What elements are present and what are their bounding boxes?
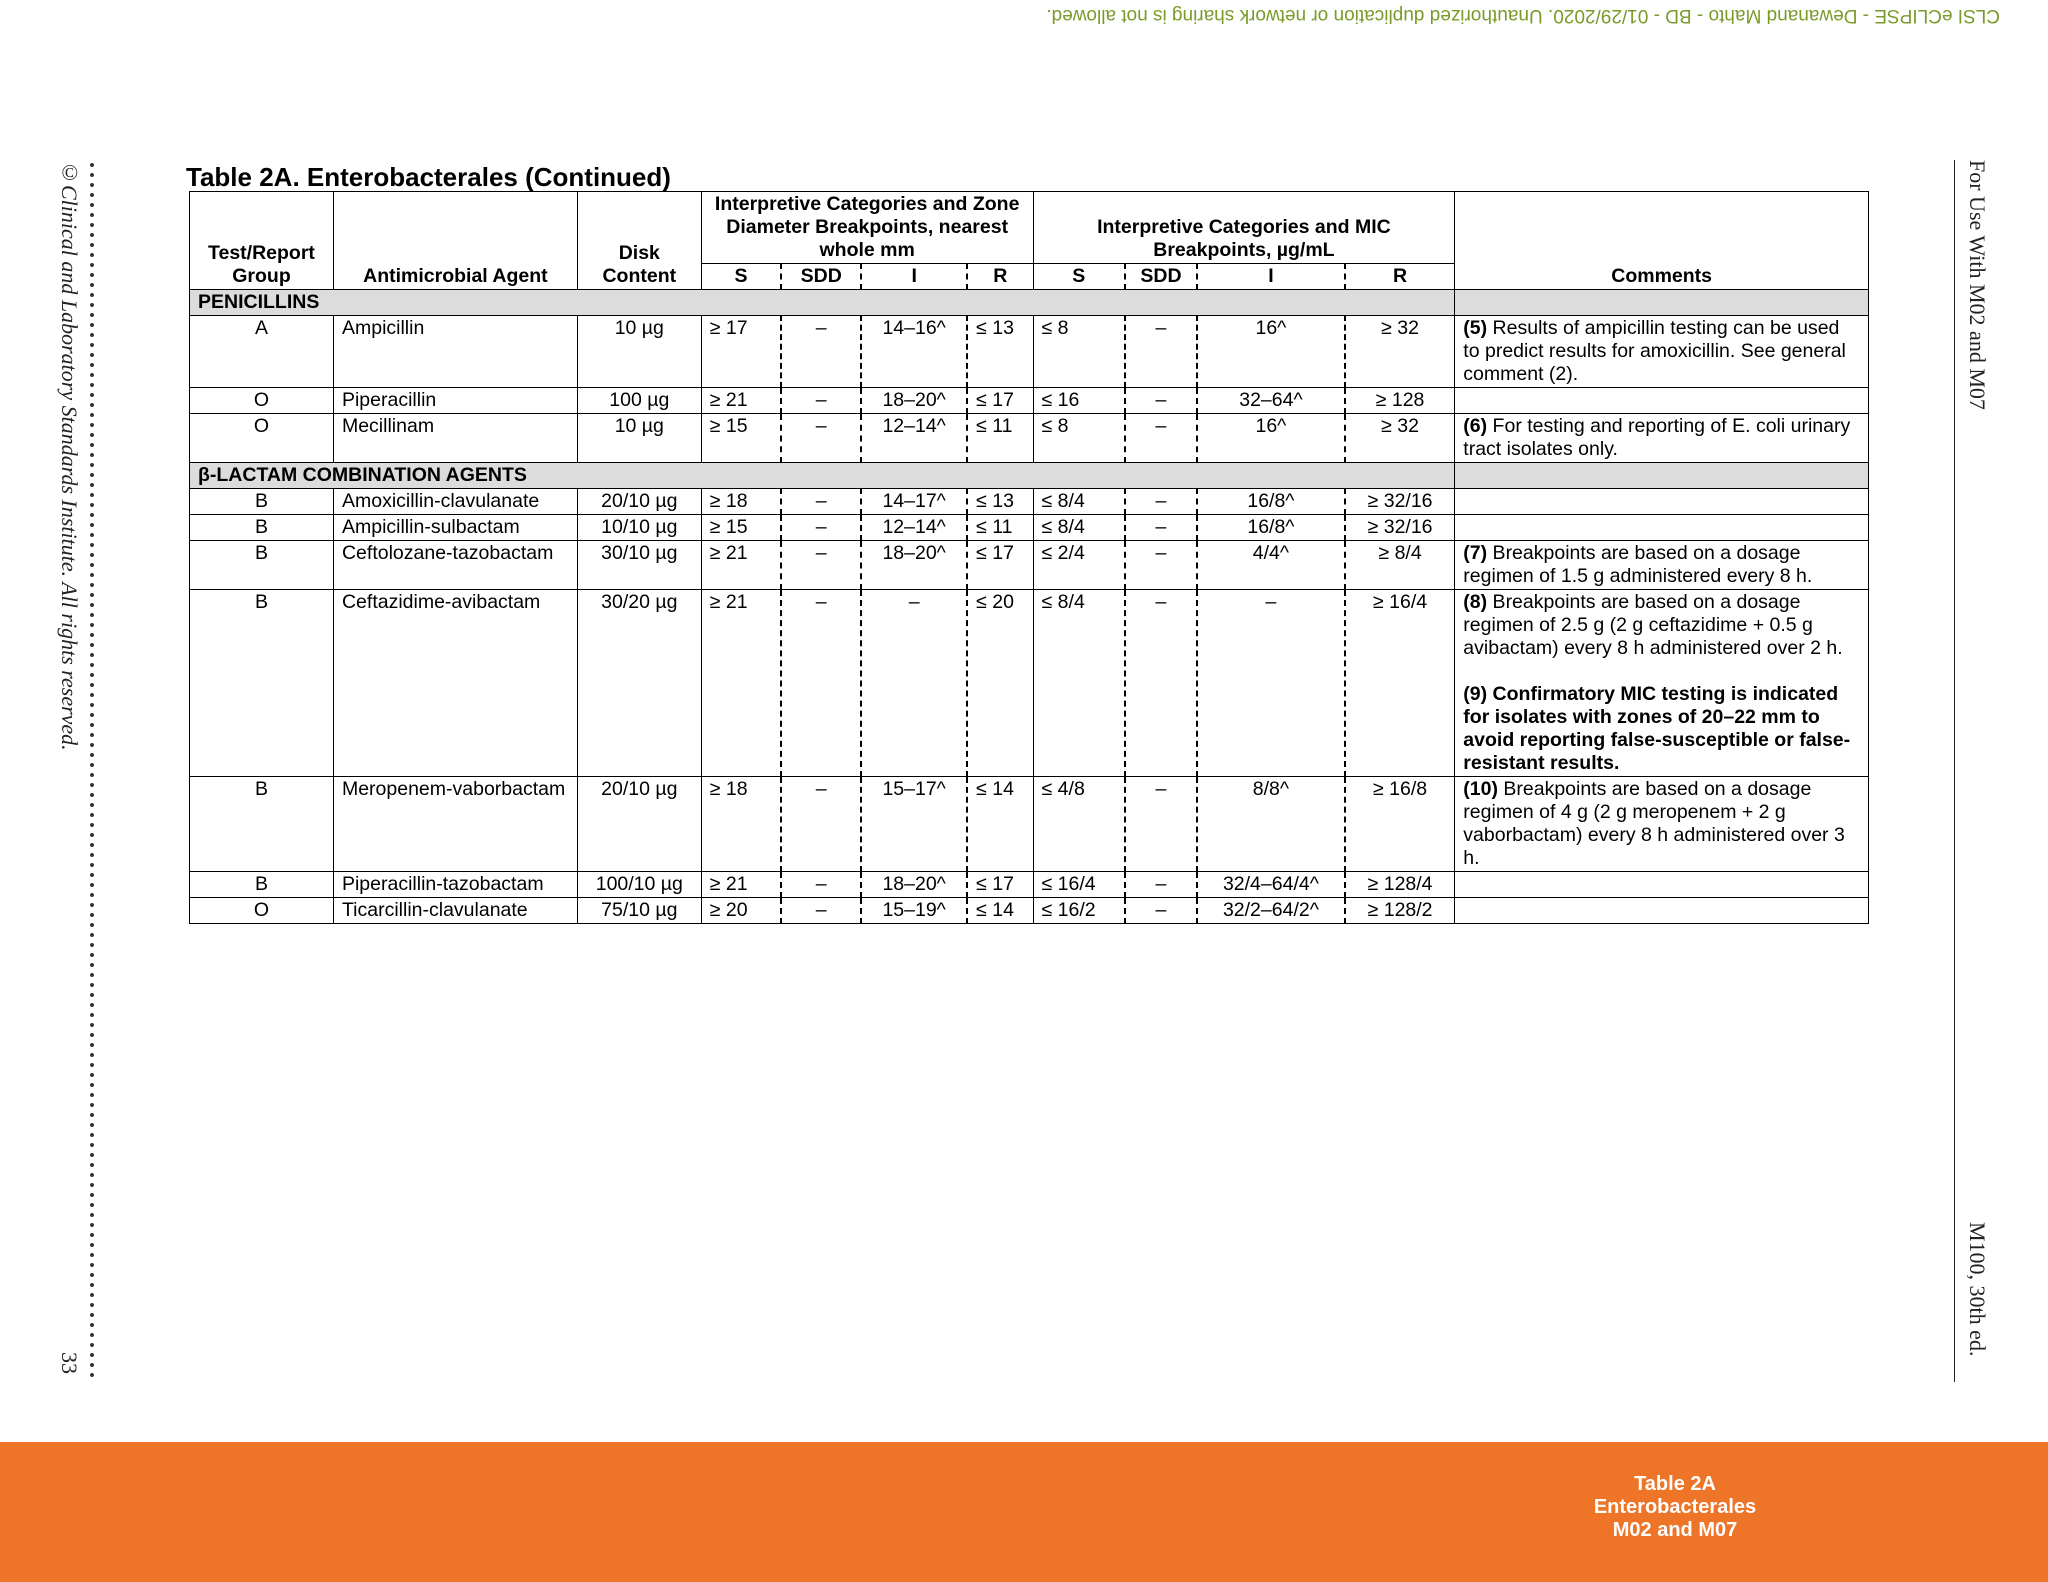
cell-mi: 16/8^ — [1197, 489, 1345, 515]
cell-zr: ≤ 17 — [967, 872, 1033, 898]
table-row — [190, 872, 1869, 898]
cell-zsdd: – — [781, 489, 861, 515]
header-agent: Antimicrobial Agent — [333, 192, 577, 290]
cell-agent: Ceftazidime-avibactam — [333, 590, 577, 777]
comment-text: For testing and reporting of E. coli urinary tract isolates only. — [1463, 415, 1851, 460]
section-header-row — [190, 290, 1869, 316]
cell-msdd: – — [1125, 414, 1197, 463]
cell-zi: 14–17^ — [861, 489, 967, 515]
cell-zi: 15–19^ — [861, 898, 967, 924]
cell-zs: ≥ 17 — [701, 316, 781, 388]
cell-zi: 18–20^ — [861, 388, 967, 414]
header-mic-r: R — [1345, 264, 1455, 290]
cell-agent: Piperacillin — [333, 388, 577, 414]
document-edition: M100, 30th ed. — [1965, 1222, 1990, 1357]
cell-msdd: – — [1125, 898, 1197, 924]
cell-group: O — [190, 388, 334, 414]
cell-mi: 16/8^ — [1197, 515, 1345, 541]
cell-group: B — [190, 777, 334, 872]
cell-agent: Amoxicillin-clavulanate — [333, 489, 577, 515]
cell-disk: 30/20 µg — [577, 590, 701, 777]
cell-mr: ≥ 8/4 — [1345, 541, 1455, 590]
cell-ms: ≤ 16/4 — [1033, 872, 1125, 898]
cell-msdd: – — [1125, 872, 1197, 898]
cell-zsdd: – — [781, 414, 861, 463]
cell-group: B — [190, 590, 334, 777]
table-row — [190, 590, 1869, 777]
cell-comment — [1455, 515, 1869, 541]
cell-comment — [1455, 489, 1869, 515]
dotted-margin-rule — [86, 160, 98, 1382]
cell-mi: 16^ — [1197, 414, 1345, 463]
cell-mi: 32/2–64/2^ — [1197, 898, 1345, 924]
cell-disk: 20/10 µg — [577, 489, 701, 515]
cell-zsdd: – — [781, 515, 861, 541]
cell-comment — [1455, 541, 1869, 590]
cell-zs: ≥ 15 — [701, 414, 781, 463]
cell-mr: ≥ 128/2 — [1345, 898, 1455, 924]
cell-zr: ≤ 13 — [967, 316, 1033, 388]
cell-group: B — [190, 872, 334, 898]
cell-zsdd: – — [781, 590, 861, 777]
footer-line-2: Enterobacterales — [1593, 1496, 1757, 1518]
cell-mi: 4/4^ — [1197, 541, 1345, 590]
cell-disk: 100/10 µg — [577, 872, 701, 898]
cell-zr: ≤ 17 — [967, 541, 1033, 590]
usage-note: For Use With M02 and M07 — [1965, 160, 1990, 410]
cell-msdd: – — [1125, 316, 1197, 388]
table-row — [190, 777, 1869, 872]
cell-group: A — [190, 316, 334, 388]
cell-zsdd: – — [781, 388, 861, 414]
cell-mr: ≥ 32/16 — [1345, 515, 1455, 541]
cell-zi: 12–14^ — [861, 414, 967, 463]
cell-zs: ≥ 21 — [701, 872, 781, 898]
breakpoint-table — [189, 191, 1869, 924]
cell-msdd: – — [1125, 590, 1197, 777]
cell-zs: ≥ 18 — [701, 777, 781, 872]
cell-mr: ≥ 16/4 — [1345, 590, 1455, 777]
comment-number: (5) — [1463, 317, 1488, 339]
cell-comment — [1455, 388, 1869, 414]
header-comments: Comments — [1455, 192, 1869, 290]
cell-agent: Ampicillin — [333, 316, 577, 388]
cell-zs: ≥ 15 — [701, 515, 781, 541]
comment-text: Breakpoints are based on a dosage regimen of 2.5 g (2 g ceftazidime + 0.5 g avibactam) every 8 h administered over 2 h. — [1463, 591, 1843, 659]
footer-line-1: Table 2A — [1634, 1473, 1716, 1495]
header-zone-i: I — [861, 264, 967, 290]
cell-zr: ≤ 14 — [967, 777, 1033, 872]
table-row — [190, 898, 1869, 924]
footer-line-3: M02 and M07 — [1612, 1519, 1738, 1541]
cell-ms: ≤ 16 — [1033, 388, 1125, 414]
table-body — [190, 290, 1869, 924]
cell-comment — [1455, 898, 1869, 924]
cell-zr: ≤ 20 — [967, 590, 1033, 777]
cell-msdd: – — [1125, 777, 1197, 872]
cell-zs: ≥ 21 — [701, 590, 781, 777]
cell-mr: ≥ 128/4 — [1345, 872, 1455, 898]
table-row — [190, 515, 1869, 541]
cell-mi: 16^ — [1197, 316, 1345, 388]
cell-zi: – — [861, 590, 967, 777]
cell-ms: ≤ 8/4 — [1033, 515, 1125, 541]
cell-comment — [1455, 590, 1869, 777]
comment-text: Results of ampicillin testing can be used to predict results for amoxicillin. See general comment (2). — [1463, 317, 1846, 385]
cell-mi: 32–64^ — [1197, 388, 1345, 414]
table-row — [190, 489, 1869, 515]
watermark-banner: CLSI eCLIPSE - Dewanand Mahto - BD - 01/29/2020. Unauthorized duplication or network sharing is not allowed. — [1046, 5, 2000, 26]
cell-disk: 100 µg — [577, 388, 701, 414]
cell-zi: 15–17^ — [861, 777, 967, 872]
cell-zsdd: – — [781, 872, 861, 898]
table-row — [190, 388, 1869, 414]
header-mic: Interpretive Categories and MIC Breakpoints, µg/mL — [1033, 192, 1455, 264]
table-title: Table 2A. Enterobacterales (Continued) — [186, 162, 671, 192]
cell-comment — [1455, 872, 1869, 898]
cell-agent: Ticarcillin-clavulanate — [333, 898, 577, 924]
cell-disk: 10 µg — [577, 414, 701, 463]
cell-zr: ≤ 11 — [967, 414, 1033, 463]
section-title: β-LACTAM COMBINATION AGENTS — [190, 463, 1455, 489]
cell-zi: 12–14^ — [861, 515, 967, 541]
table-row — [190, 414, 1869, 463]
section-header-row — [190, 463, 1869, 489]
cell-mi: 8/8^ — [1197, 777, 1345, 872]
cell-mr: ≥ 32 — [1345, 316, 1455, 388]
cell-group: O — [190, 898, 334, 924]
header-zone-r: R — [967, 264, 1033, 290]
table-row — [190, 316, 1869, 388]
cell-comment — [1455, 414, 1869, 463]
cell-mr: ≥ 32 — [1345, 414, 1455, 463]
cell-zi: 18–20^ — [861, 541, 967, 590]
cell-ms: ≤ 8/4 — [1033, 489, 1125, 515]
comment-number: (6) — [1463, 415, 1488, 437]
comment-number: (8) — [1463, 591, 1488, 613]
cell-disk: 10/10 µg — [577, 515, 701, 541]
cell-zs: ≥ 21 — [701, 388, 781, 414]
cell-mi: 32/4–64/4^ — [1197, 872, 1345, 898]
cell-zsdd: – — [781, 316, 861, 388]
cell-zr: ≤ 13 — [967, 489, 1033, 515]
cell-zi: 18–20^ — [861, 872, 967, 898]
header-mic-i: I — [1197, 264, 1345, 290]
section-comment-blank — [1455, 290, 1869, 316]
cell-disk: 30/10 µg — [577, 541, 701, 590]
cell-comment — [1455, 316, 1869, 388]
cell-agent: Mecillinam — [333, 414, 577, 463]
header-zone: Interpretive Categories and Zone Diameter Breakpoints, nearest whole mm — [701, 192, 1033, 264]
section-title: PENICILLINS — [190, 290, 1455, 316]
comment-text: Breakpoints are based on a dosage regimen of 4 g (2 g meropenem + 2 g vaborbactam) every 8 h administered over 3 h. — [1463, 778, 1845, 869]
cell-zs: ≥ 20 — [701, 898, 781, 924]
comment-note: (9) Confirmatory MIC testing is indicated for isolates with zones of 20–22 mm to avoid reporting false-susceptible or false-resistant results. — [1463, 683, 1851, 774]
footer-label — [1560, 1473, 1790, 1542]
cell-ms: ≤ 8 — [1033, 316, 1125, 388]
cell-msdd: – — [1125, 515, 1197, 541]
section-comment-blank — [1455, 463, 1869, 489]
cell-mr: ≥ 128 — [1345, 388, 1455, 414]
header-mic-s: S — [1033, 264, 1125, 290]
cell-msdd: – — [1125, 388, 1197, 414]
comment-number: (7) — [1463, 542, 1488, 564]
cell-ms: ≤ 16/2 — [1033, 898, 1125, 924]
cell-agent: Meropenem-vaborbactam — [333, 777, 577, 872]
cell-group: B — [190, 515, 334, 541]
cell-group: B — [190, 489, 334, 515]
cell-agent: Ceftolozane-tazobactam — [333, 541, 577, 590]
cell-zr: ≤ 17 — [967, 388, 1033, 414]
cell-zr: ≤ 11 — [967, 515, 1033, 541]
cell-zsdd: – — [781, 777, 861, 872]
cell-zsdd: – — [781, 541, 861, 590]
cell-zi: 14–16^ — [861, 316, 967, 388]
header-group: Test/Report Group — [190, 192, 334, 290]
header-disk: Disk Content — [577, 192, 701, 290]
cell-mr: ≥ 16/8 — [1345, 777, 1455, 872]
cell-group: B — [190, 541, 334, 590]
cell-group: O — [190, 414, 334, 463]
cell-zr: ≤ 14 — [967, 898, 1033, 924]
right-margin-rule — [1954, 160, 1955, 1382]
cell-mi: – — [1197, 590, 1345, 777]
cell-mr: ≥ 32/16 — [1345, 489, 1455, 515]
cell-msdd: – — [1125, 541, 1197, 590]
header-mic-sdd: SDD — [1125, 264, 1197, 290]
cell-disk: 75/10 µg — [577, 898, 701, 924]
header-zone-sdd: SDD — [781, 264, 861, 290]
table-row — [190, 541, 1869, 590]
cell-ms: ≤ 8 — [1033, 414, 1125, 463]
comment-number: (10) — [1463, 778, 1498, 800]
cell-ms: ≤ 8/4 — [1033, 590, 1125, 777]
header-zone-s: S — [701, 264, 781, 290]
cell-agent: Piperacillin-tazobactam — [333, 872, 577, 898]
cell-msdd: – — [1125, 489, 1197, 515]
cell-disk: 20/10 µg — [577, 777, 701, 872]
cell-zsdd: – — [781, 898, 861, 924]
comment-text: Breakpoints are based on a dosage regimen of 1.5 g administered every 8 h. — [1463, 542, 1813, 587]
cell-agent: Ampicillin-sulbactam — [333, 515, 577, 541]
copyright-credit: ©Clinical and Laboratory Standards Institute. All rights reserved. — [57, 160, 82, 751]
cell-zs: ≥ 21 — [701, 541, 781, 590]
cell-zs: ≥ 18 — [701, 489, 781, 515]
cell-ms: ≤ 4/8 — [1033, 777, 1125, 872]
cell-comment — [1455, 777, 1869, 872]
cell-disk: 10 µg — [577, 316, 701, 388]
page-number: 33 — [57, 1352, 82, 1374]
cell-ms: ≤ 2/4 — [1033, 541, 1125, 590]
